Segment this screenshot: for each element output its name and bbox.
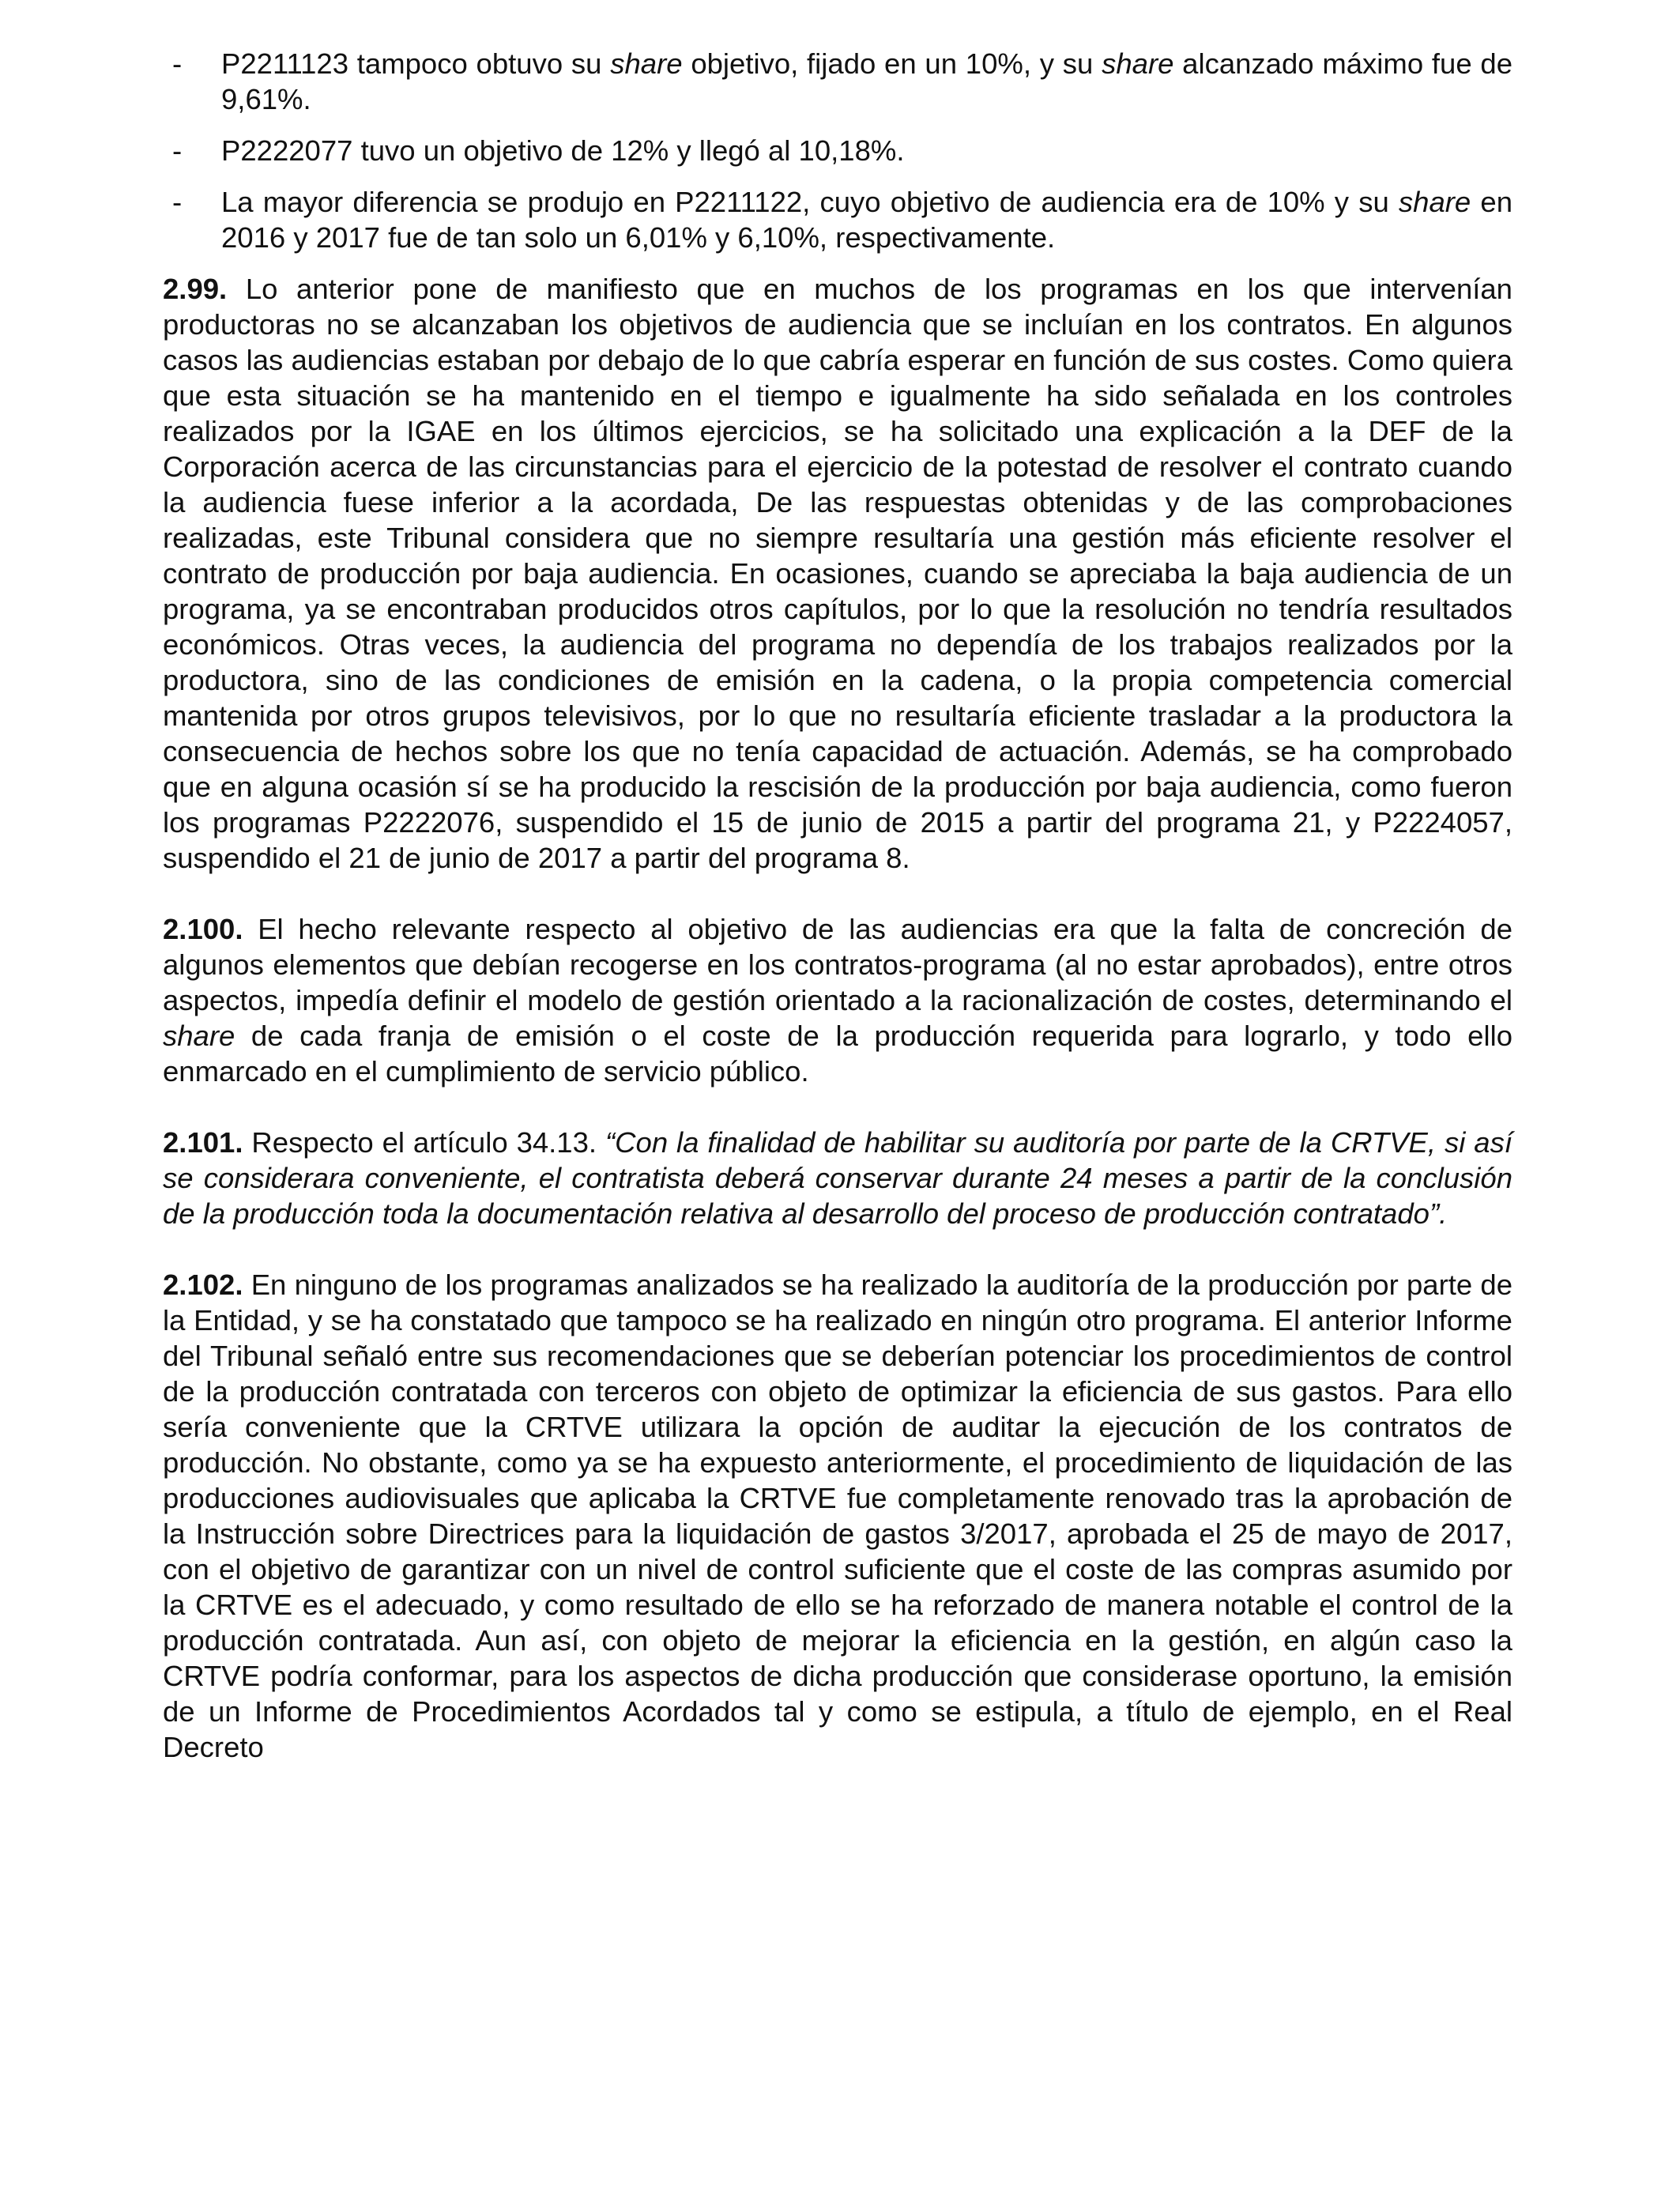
- bullet-marker: -: [172, 47, 183, 80]
- paragraph-number: 2.100.: [163, 913, 243, 945]
- bullet-marker: -: [172, 186, 183, 218]
- paragraph-2-99: 2.99. Lo anterior pone de manifiesto que en muchos de los programas en los que intervenían productoras no se alcanzaban los objetivos de audiencia que se incluían en los contratos. En algunos casos las audiencias estaban por debajo de lo que cabría esperar en función de sus costes. Como quiera que esta situación se ha mantenido en el tiempo e igualmente ha sido señalada en los controles realizados por la IGAE en los últimos ejercicios, se ha solicitado una explicación a la DEF de la Corporación acerca de las circunstancias para el ejercicio de la potestad de resolver el contrato cuando la audiencia fuese inferior a la acordada, De las respuestas obtenidas y de las comprobaciones realizadas, este Tribunal considera que no siempre resultaría una gestión más eficiente resolver el contrato de producción por baja audiencia. En ocasiones, cuando se apreciaba la baja audiencia de un programa, ya se encontraban producidos otros capítulos, por lo que la resolución no tendría resultados económicos. Otras veces, la audiencia del programa no dependía de los trabajos realizados por la productora, sino de las condiciones de emisión en la cadena, o la propia competencia comercial mantenida por otros grupos televisivos, por lo que no resultaría eficiente trasladar a la productora la consecuencia de hechos sobre los que no tenía capacidad de actuación. Además, se ha comprobado que en alguna ocasión sí se ha producido la rescisión de la producción por baja audiencia, como fueron los programas P2222076, suspendido el 15 de junio de 2015 a partir del programa 21, y P2224057, suspendido el 21 de junio de 2017 a partir del programa 8.: [163, 273, 1512, 874]
- paragraph-2-102: 2.102. En ninguno de los programas analizados se ha realizado la auditoría de la producción por parte de la Entidad, y se ha constatado que tampoco se ha realizado en ningún otro programa. El anterior Informe del Tribunal señaló entre sus recomendaciones que se deberían potenciar los procedimientos de control de la producción contratada con terceros con objeto de optimizar la eficiencia de sus gastos. Para ello sería conveniente que la CRTVE utilizara la opción de auditar la ejecución de los contratos de producción. No obstante, como ya se ha expuesto anteriormente, el procedimiento de liquidación de las producciones audiovisuales que aplicaba la CRTVE fue completamente renovado tras la aprobación de la Instrucción sobre Directrices para la liquidación de gastos 3/2017, aprobada el 25 de mayo de 2017, con el objetivo de garantizar con un nivel de control suficiente que el coste de las compras asumido por la CRTVE es el adecuado, y como resultado de ello se ha reforzado de manera notable el control de la producción contratada. Aun así, con objeto de mejorar la eficiencia en la gestión, en algún caso la CRTVE podría conformar, para los aspectos de dicha producción que considerase oportuno, la emisión de un Informe de Procedimientos Acordados tal y como se estipula, a título de ejemplo, en el Real Decreto: [163, 1269, 1512, 1763]
- paragraph-2-100: 2.100. El hecho relevante respecto al objetivo de las audiencias era que la falta de concreción de algunos elementos que debían recogerse en los contratos-programa (al no estar aprobados), entre otros aspectos, impedía definir el modelo de gestión orientado a la racionalización de costes, determinando el share de cada franja de emisión o el coste de la producción requerida para lograrlo, y todo ello enmarcado en el cumplimiento de servicio público.: [163, 913, 1512, 1088]
- paragraph-number: 2.99.: [163, 273, 228, 305]
- bullet-marker: -: [172, 134, 183, 167]
- bullet-item: - P2211123 tampoco obtuvo su share objetivo, fijado en un 10%, y su share alcanzado máximo fue de 9,61%.: [172, 47, 1512, 115]
- bullet-item: - P2222077 tuvo un objetivo de 12% y llegó al 10,18%.: [172, 134, 905, 167]
- document-page: [163, 46, 1512, 1765]
- bullet-item: - La mayor diferencia se produjo en P2211122, cuyo objetivo de audiencia era de 10% y su share en 2016 y 2017 fue de tan solo un 6,01% y 6,10%, respectivamente.: [172, 186, 1512, 254]
- paragraph-2-101: 2.101. Respecto el artículo 34.13. “Con la finalidad de habilitar su auditoría por parte de la CRTVE, si así se considerara conveniente, el contratista deberá conservar durante 24 meses a partir de la conclusión de la producción toda la documentación relativa al desarrollo del proceso de producción contratado”.: [163, 1126, 1512, 1230]
- quoted-article: “Con la finalidad de habilitar su auditoría por parte de la CRTVE, si así se considerara conveniente, el contratista deberá conservar durante 24 meses a partir de la conclusión de la producción toda la documentación relativa al desarrollo del proceso de producción contratado”.: [163, 1126, 1512, 1230]
- paragraph-number: 2.101.: [163, 1126, 243, 1159]
- paragraph-number: 2.102.: [163, 1269, 243, 1301]
